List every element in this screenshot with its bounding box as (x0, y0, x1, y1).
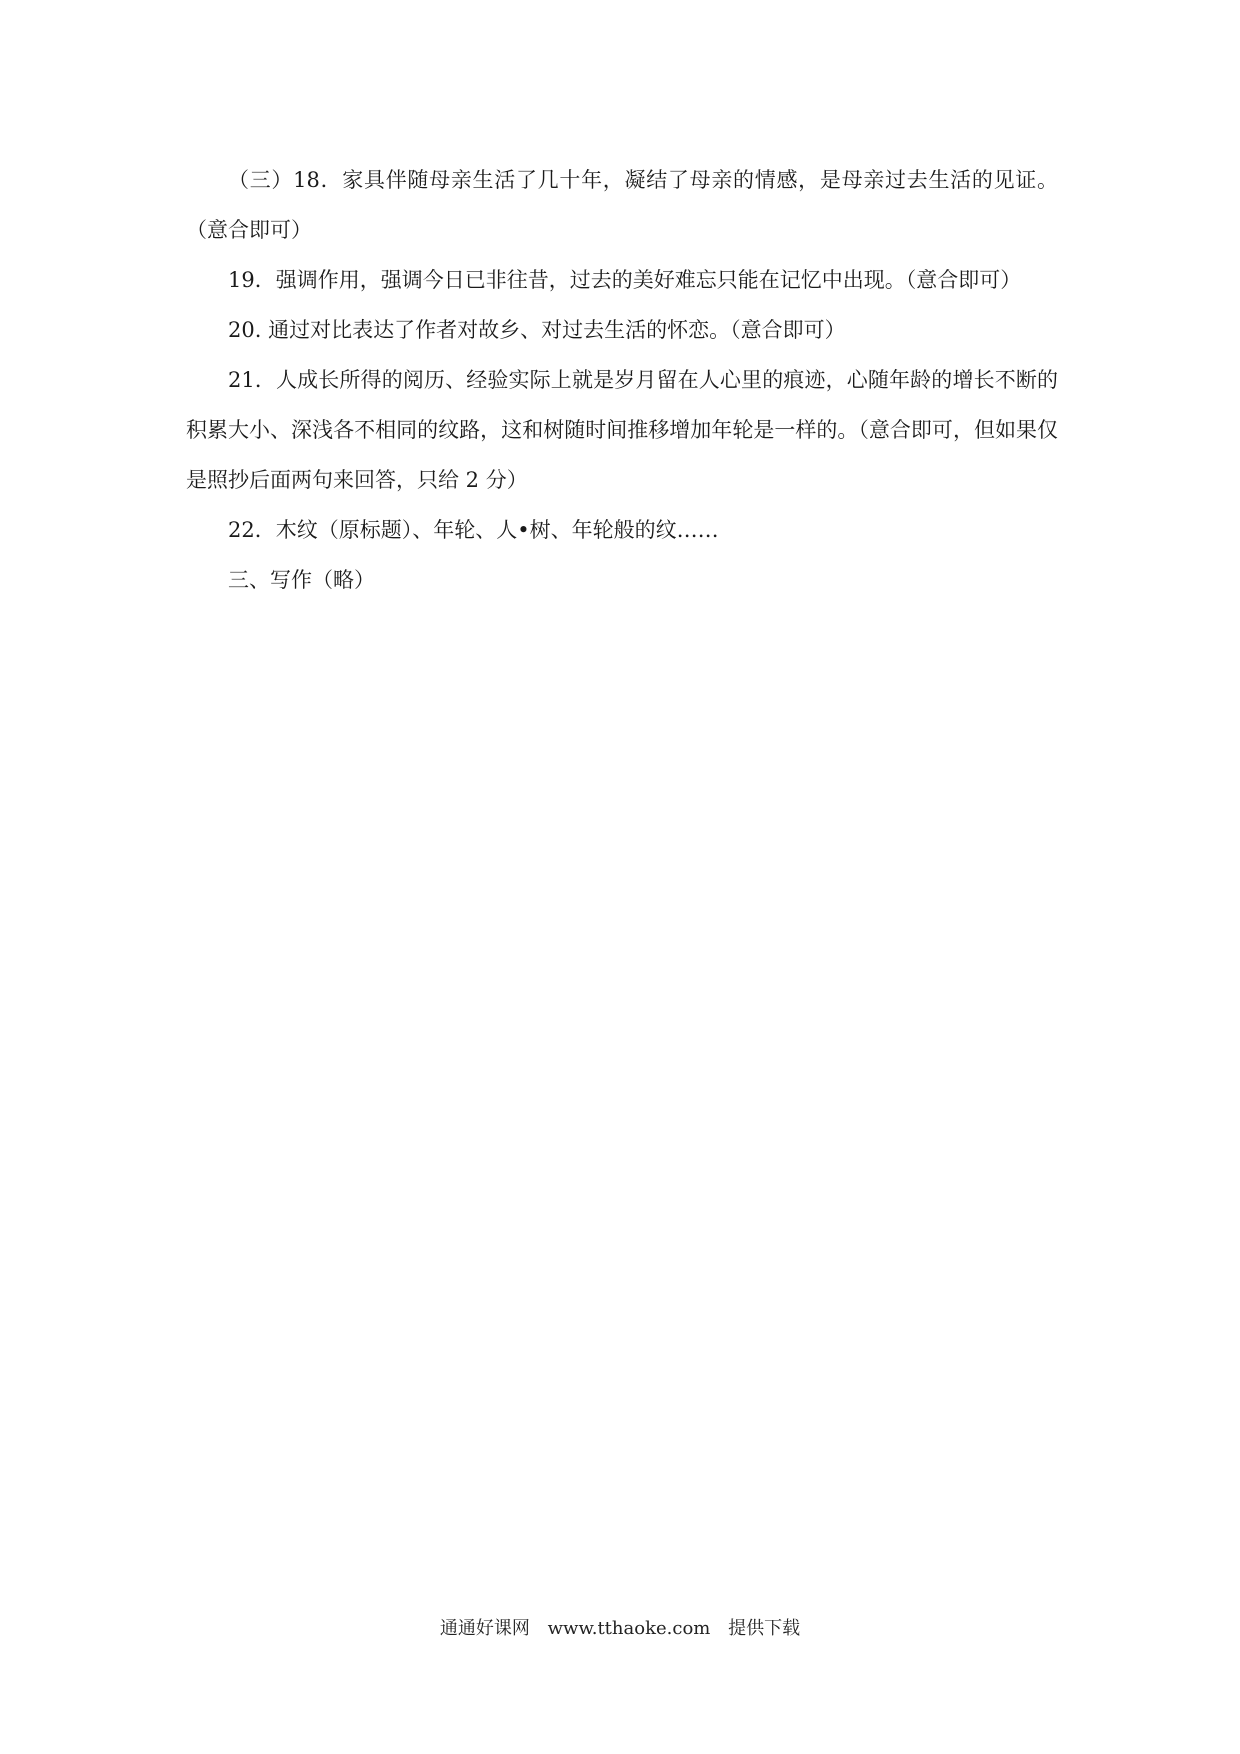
footer-site-name: 通通好课网 (439, 1618, 530, 1639)
footer-url: www.tthaoke.com (547, 1618, 711, 1639)
answer-section (186, 155, 1058, 605)
answer-20: 20. 通过对比表达了作者对故乡、对过去生活的怀恋。（意合即可） (228, 318, 846, 342)
page-footer (0, 1614, 1240, 1640)
answer-19: 19．强调作用，强调今日已非往昔，过去的美好难忘只能在记忆中出现。（意合即可） (228, 268, 1022, 292)
answer-18: （三）18．家具伴随母亲生活了几十年，凝结了母亲的情感，是母亲过去生活的见证。（意合即可） (186, 168, 1058, 242)
answer-21: 21．人成长所得的阅历、经验实际上就是岁月留在人心里的痕迹，心随年龄的增长不断的积累大小、深浅各不相同的纹路，这和树随时间推移增加年轮是一样的。（意合即可，但如果仅是照抄后面两句来回答，只给 2 分） (186, 368, 1058, 492)
footer-suffix: 提供下载 (728, 1618, 801, 1639)
answer-22: 22．木纹（原标题）、年轮、人•树、年轮般的纹…… (228, 518, 719, 542)
writing-section: 三、写作（略） (228, 568, 375, 592)
